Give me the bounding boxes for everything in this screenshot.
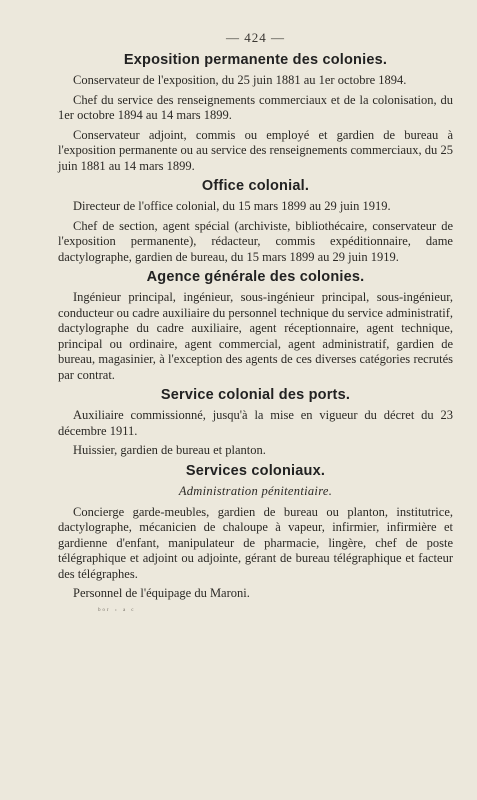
- section-subtitle: Administration pénitentiaire.: [178, 483, 333, 498]
- paragraph: Personnel de l'équipage du Maroni.: [73, 586, 250, 600]
- section-title: Office colonial.: [201, 178, 310, 194]
- section-title: Exposition permanente des colonies.: [123, 52, 388, 68]
- section-office-colonial: [58, 178, 453, 265]
- stamp-mark: ᵇᵒʳ · ᵃ ᶜ: [98, 605, 136, 615]
- paragraph: Directeur de l'office colonial, du 15 mars 1899 au 29 juin 1919.: [73, 199, 391, 213]
- section-title: Service colonial des ports.: [160, 387, 351, 403]
- paragraph: Huissier, gardien de bureau et planton.: [73, 443, 266, 457]
- section-title: Services coloniaux.: [185, 462, 326, 479]
- section-title: Agence générale des colonies.: [146, 269, 365, 285]
- section-agence-generale: [58, 269, 453, 383]
- paragraph: Concierge garde-meubles, gardien de bureau ou planton, institutrice, dactylographe, mécanicien de chaloupe à vapeur, infirmier, infirmière et gardienne d'enfant, manipulateur de pharmacie, lingère, chef de poste télégraphique et adjoint ou adjointe, gérant de bureau télégraphique et facteur des télégraphes.: [58, 504, 453, 581]
- paragraph: Chef de section, agent spécial (archiviste, bibliothécaire, conservateur de l'exposition permanente), rédacteur, commis expéditionnaire, dame dactylographe, gardien de bureau, du 15 mars 1899 au 29 juin 1919.: [58, 218, 453, 264]
- section-service-ports: [58, 387, 453, 459]
- paragraph: Conservateur de l'exposition, du 25 juin 1881 au 1er octobre 1894.: [73, 73, 407, 87]
- section-services-coloniaux: [58, 463, 453, 602]
- section-exposition: [58, 52, 453, 174]
- page-number: — 424 —: [226, 30, 285, 45]
- paragraph: Ingénieur principal, ingénieur, sous-ingénieur principal, sous-ingénieur, conducteur ou cadre auxiliaire du personnel technique du service administratif, dactylographe du cadre auxiliaire, agent réceptionnaire, agent technique, principal ou ordinaire, agent commercial, agent administratif, gardien de bureau, magasinier, à l'exception des agents de ces diverses catégories recrutés par contrat.: [58, 290, 453, 382]
- paragraph: Chef du service des renseignements commerciaux et de la colonisation, du 1er octobre 1894 au 14 mars 1899.: [58, 92, 453, 122]
- paragraph: Auxiliaire commissionné, jusqu'à la mise en vigueur du décret du 23 décembre 1911.: [58, 408, 453, 438]
- paragraph: Conservateur adjoint, commis ou employé et gardien de bureau à l'exposition permanente ou au service des renseignements commerciaux, du 25 juin 1881 au 14 mars 1899.: [58, 127, 453, 173]
